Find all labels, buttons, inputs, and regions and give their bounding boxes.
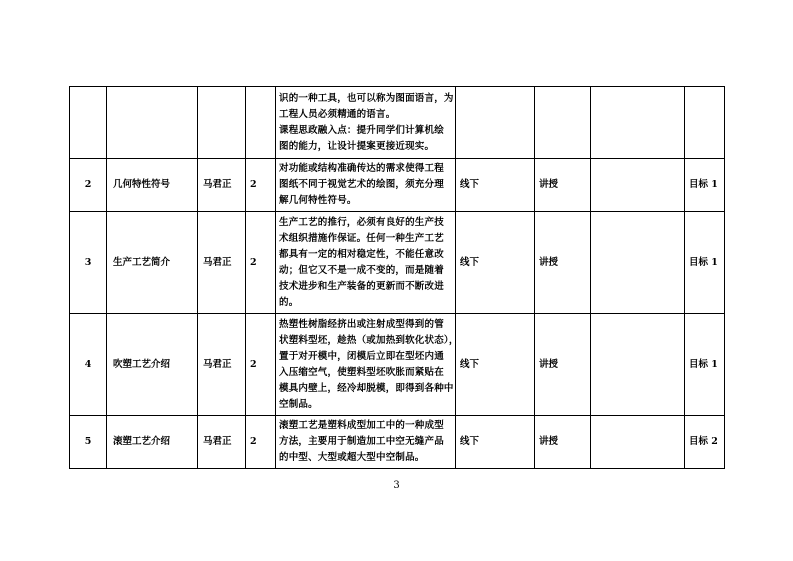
course-goal: 目标 2 [685,416,725,469]
table-row [70,416,725,469]
content-line: 动；但它又不是一成不变的，而是随着 [279,264,444,276]
content-line: 工程人员必须精通的语言。 [279,108,396,120]
content-line: 空制品。 [279,398,318,410]
lesson-title: 滚塑工艺介绍 [107,416,198,469]
content-line: 热塑性树脂经挤出或注射成型得到的管 [279,318,444,330]
teaching-method: 讲授 [535,314,591,416]
class-hours: 2 [246,159,276,212]
table-row [70,314,725,416]
teaching-mode: 线下 [456,416,535,469]
content-line: 识的一种工具，也可以称为图面语言，为 [279,92,454,104]
course-schedule-table [69,86,725,469]
lesson-title: 吹塑工艺介绍 [107,314,198,416]
course-goal: 目标 1 [685,159,725,212]
row-number: 2 [70,159,107,212]
class-hours: 2 [246,416,276,469]
content-line: 的中型、大型或超大型中空制品。 [279,452,425,463]
lesson-content [276,212,456,314]
teaching-method [535,87,591,159]
class-hours: 2 [246,314,276,416]
row-number: 3 [70,212,107,314]
content-line: 术组织措施作保证。任何一种生产工艺 [279,232,444,244]
lesson-title: 生产工艺简介 [107,212,198,314]
table-row [70,159,725,212]
content-line: 生产工艺的推行，必须有良好的生产技 [279,216,444,228]
page-number: 3 [393,480,400,491]
teacher-name: 马君正 [198,416,246,469]
class-hours: 2 [246,212,276,314]
content-line: 图的能力，让设计提案更接近现实。 [279,140,435,152]
content-line: 的。 [279,296,299,308]
content-line: 模具内壁上，经冷却脱模，即得到各种中 [279,382,454,394]
class-hours [246,87,276,159]
teaching-method: 讲授 [535,159,591,212]
teacher-name: 马君正 [198,314,246,416]
empty-cell [591,416,685,469]
lesson-content [276,87,456,159]
teacher-name: 马君正 [198,159,246,212]
empty-cell [591,212,685,314]
table-row [70,87,725,159]
empty-cell [591,159,685,212]
row-number [70,87,107,159]
teaching-mode: 线下 [456,212,535,314]
course-goal: 目标 1 [685,212,725,314]
teaching-mode [456,87,535,159]
lesson-content [276,159,456,212]
course-goal: 目标 1 [685,314,725,416]
table-body [70,87,725,469]
teaching-mode: 线下 [456,159,535,212]
row-number: 4 [70,314,107,416]
row-number: 5 [70,416,107,469]
content-line: 解几何特性符号。 [279,195,357,206]
content-line: 滚塑工艺是塑料成型加工中的一种成型 [279,420,444,431]
course-goal [685,87,725,159]
content-line: 入压缩空气，使塑料型坯吹胀而紧贴在 [279,366,444,378]
content-line: 置于对开模中，闭模后立即在型坯内通 [279,350,444,362]
content-line: 都具有一定的相对稳定性，不能任意改 [279,248,444,260]
content-line: 课程思政融入点：提升同学们计算机绘 [279,124,444,136]
teacher-name: 马君正 [198,212,246,314]
teaching-mode: 线下 [456,314,535,416]
empty-cell [591,87,685,159]
content-line: 状塑料型坯，趁热（或加热到软化状态）， [279,334,459,346]
lesson-content [276,314,459,416]
lesson-title: 几何特性符号 [107,159,198,212]
table-row [70,212,725,314]
content-line: 对功能或结构准确传达的需求使得工程 [279,163,444,174]
lesson-content [276,416,456,469]
lesson-title [107,87,198,159]
teaching-method: 讲授 [535,416,591,469]
teaching-method: 讲授 [535,212,591,314]
content-line: 技术进步和生产装备的更新而不断改进 [279,280,444,292]
content-line: 方法，主要用于制造加工中空无缝产品 [279,436,444,447]
empty-cell [591,314,685,416]
content-line: 图纸不同于视觉艺术的绘图，须充分理 [279,179,444,190]
teacher-name [198,87,246,159]
